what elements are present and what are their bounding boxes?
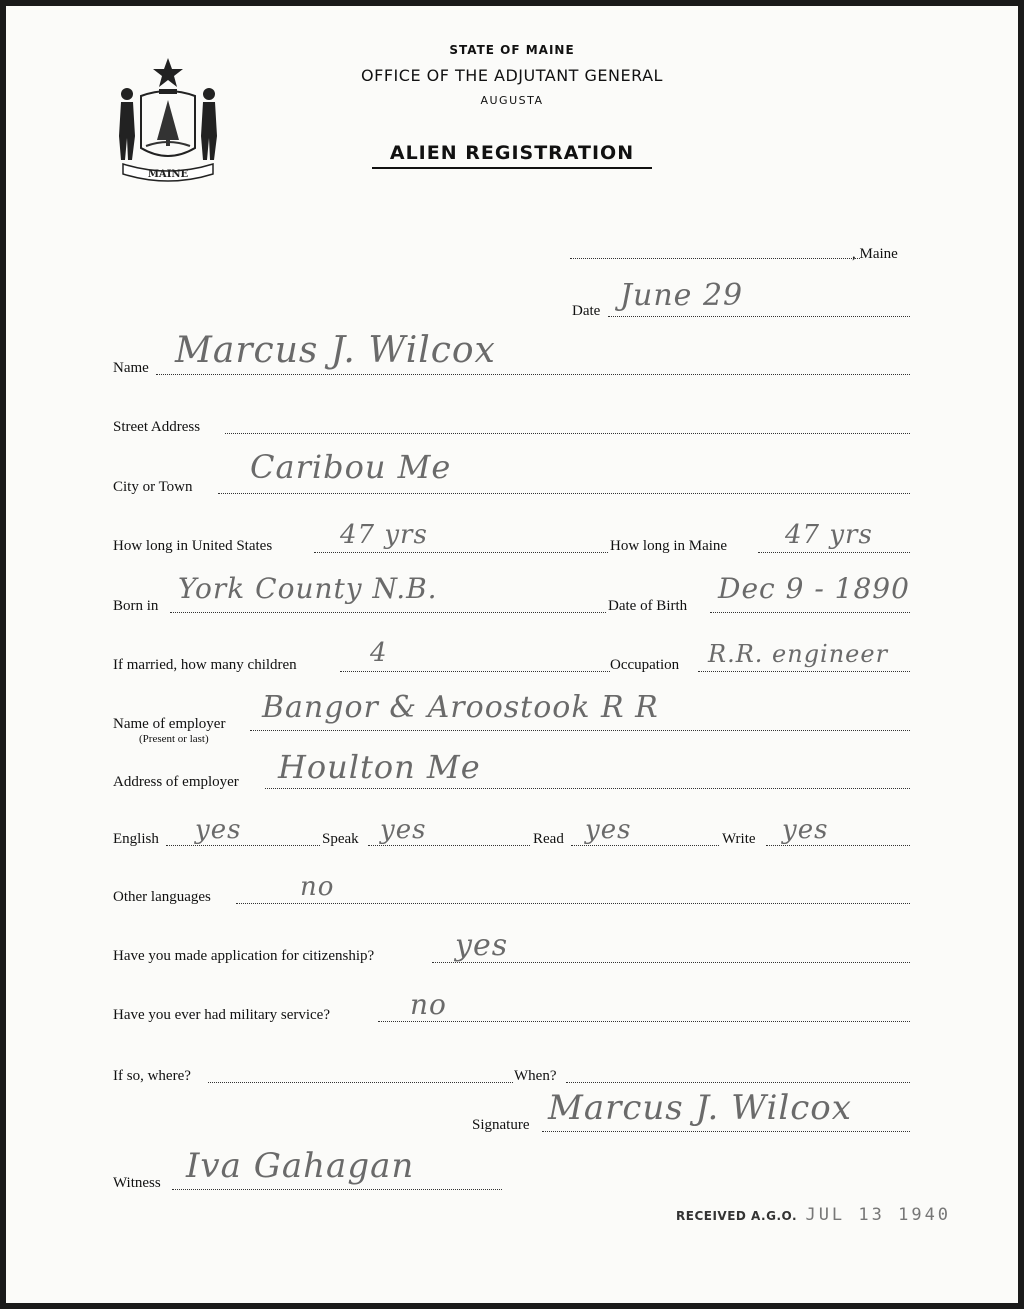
- occupation-value: R.R. engineer: [708, 640, 889, 668]
- children-label: If married, how many children: [113, 657, 297, 673]
- employer-address-line[interactable]: [265, 788, 910, 789]
- military-label: Have you ever had military service?: [113, 1007, 330, 1023]
- seal-text: MAINE: [147, 169, 189, 180]
- children-line[interactable]: [340, 671, 610, 672]
- employer-address-label: Address of employer: [113, 774, 239, 790]
- street-address-label: Street Address: [113, 419, 201, 435]
- employer-address-value: Houlton Me: [278, 748, 481, 786]
- how-long-us-line[interactable]: [314, 552, 608, 553]
- header-city: AUGUSTA: [480, 94, 544, 107]
- citizenship-label: Have you made application for citizenship?: [113, 948, 375, 964]
- dob-line[interactable]: [710, 612, 910, 613]
- how-long-maine-value: 47 yrs: [785, 520, 873, 550]
- employer-note: (Present or last): [139, 733, 209, 745]
- occupation-line[interactable]: [698, 671, 910, 672]
- header-office: OFFICE OF THE ADJUTANT GENERAL: [361, 66, 663, 85]
- english-line[interactable]: [166, 845, 320, 846]
- if-so-where-label: If so, where?: [113, 1068, 191, 1084]
- english-label: English: [113, 831, 159, 847]
- read-value: yes: [585, 815, 632, 845]
- military-value: no: [410, 988, 447, 1021]
- read-label: Read: [533, 831, 564, 847]
- city-label: City or Town: [113, 479, 193, 495]
- signature-value: Marcus J. Wilcox: [548, 1088, 852, 1128]
- employer-name-label: Name of employer: [113, 716, 226, 732]
- write-value: yes: [782, 815, 829, 845]
- speak-label: Speak: [322, 831, 359, 847]
- english-value: yes: [195, 815, 242, 845]
- name-value: Marcus J. Wilcox: [175, 330, 496, 371]
- how-long-maine-line[interactable]: [758, 552, 910, 553]
- write-line[interactable]: [766, 845, 910, 846]
- received-stamp-date: JUL 13 1940: [805, 1205, 952, 1225]
- when-line[interactable]: [566, 1082, 910, 1083]
- speak-line[interactable]: [368, 845, 530, 846]
- street-address-line[interactable]: [225, 433, 910, 434]
- dob-label: Date of Birth: [608, 598, 688, 614]
- dob-value: Dec 9 - 1890: [718, 572, 910, 605]
- citizenship-value: yes: [455, 928, 509, 963]
- received-stamp: [676, 1205, 951, 1225]
- other-languages-label: Other languages: [113, 889, 211, 905]
- speak-value: yes: [380, 815, 427, 845]
- employer-name-line[interactable]: [250, 730, 910, 731]
- city-value: Caribou Me: [250, 448, 452, 486]
- name-line[interactable]: [156, 374, 910, 375]
- born-in-label: Born in: [113, 598, 159, 614]
- how-long-us-label: How long in United States: [113, 538, 273, 554]
- name-label: Name: [113, 360, 149, 376]
- place-line[interactable]: [570, 258, 860, 259]
- received-stamp-label: RECEIVED A.G.O.: [676, 1209, 798, 1223]
- maine-label: , Maine: [852, 246, 898, 262]
- date-label: Date: [572, 303, 601, 319]
- witness-value: Iva Gahagan: [186, 1146, 415, 1186]
- witness-line[interactable]: [172, 1189, 502, 1190]
- signature-line[interactable]: [542, 1131, 910, 1132]
- born-in-line[interactable]: [170, 612, 606, 613]
- witness-label: Witness: [113, 1175, 161, 1191]
- date-value: June 29: [620, 278, 744, 313]
- city-line[interactable]: [218, 493, 910, 494]
- write-label: Write: [722, 831, 756, 847]
- how-long-us-value: 47 yrs: [340, 520, 428, 550]
- occupation-label: Occupation: [610, 657, 680, 673]
- date-line[interactable]: [608, 316, 910, 317]
- if-so-where-line[interactable]: [208, 1082, 513, 1083]
- military-line[interactable]: [378, 1021, 910, 1022]
- how-long-maine-label: How long in Maine: [610, 538, 728, 554]
- when-label: When?: [514, 1068, 557, 1084]
- employer-name-value: Bangor & Aroostook R R: [262, 690, 659, 725]
- header-state: STATE OF MAINE: [449, 43, 575, 57]
- read-line[interactable]: [571, 845, 719, 846]
- other-languages-value: no: [300, 872, 335, 902]
- form-title: ALIEN REGISTRATION: [372, 142, 652, 169]
- born-in-value: York County N.B.: [178, 572, 438, 605]
- other-languages-line[interactable]: [236, 903, 910, 904]
- signature-label: Signature: [472, 1117, 530, 1133]
- children-value: 4: [370, 638, 388, 668]
